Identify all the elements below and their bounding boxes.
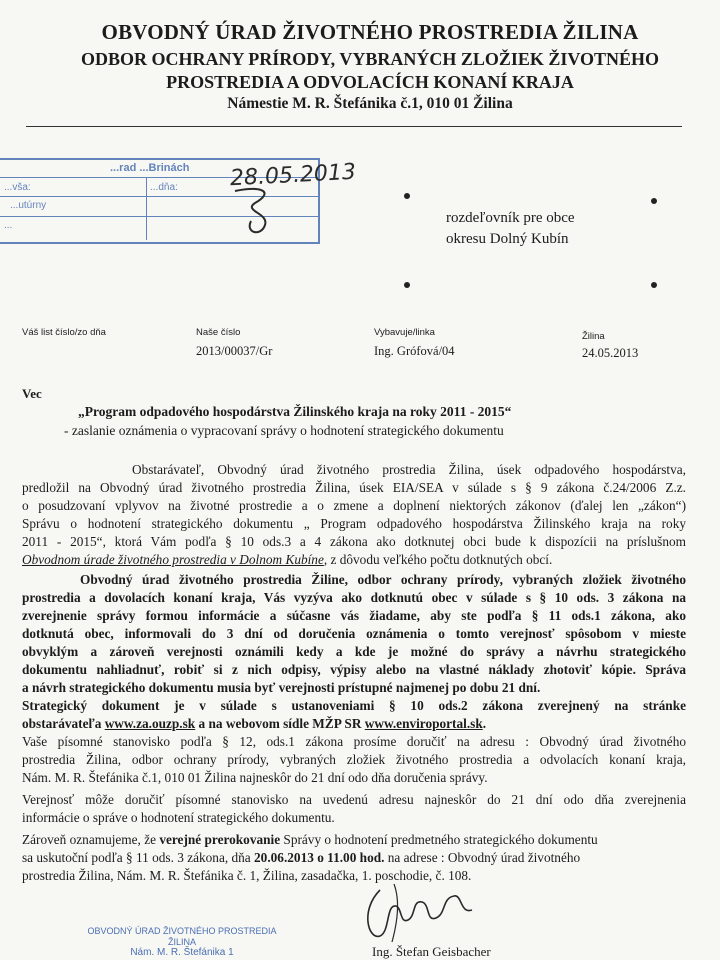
- address-window-marker: [651, 282, 657, 288]
- body-line: prostredia Žilina, Nám. M. R. Štefánika č. 1, Žilina, zasadačka, 1. poschodie, č. 108.: [22, 868, 472, 883]
- stamp-field-date: ...dňa:: [150, 182, 178, 193]
- body-line-bold: [22, 716, 686, 732]
- our-number-label: Naše číslo: [196, 327, 241, 338]
- handler-label: Vybavuje/linka: [374, 327, 435, 338]
- body-line: 2011 - 2015“, ktorá Vám podľa § 10 ods.3 a 4 zákona ako dotknutej obci bude k dispozícii na príslušnom: [22, 534, 686, 549]
- stamp-office: ...rad ...Brinách: [110, 162, 190, 174]
- signatory-name: Ing. Štefan Geisbacher: [372, 944, 491, 959]
- body-text: obstarávateľa: [22, 716, 105, 731]
- hearing-label: verejné prerokovanie: [159, 832, 281, 847]
- address-window-marker: [651, 198, 657, 204]
- body-line-bold: Strategický dokument je v súlade s ustanoveniami § 10 ods.2 zákona zverejnený na stránke: [22, 698, 686, 713]
- body-text: Zároveň oznamujeme, že: [22, 832, 160, 847]
- footer-stamp-line-2: ŽILINA: [167, 937, 196, 947]
- address-window-marker: [404, 193, 410, 199]
- our-number: 2013/00037/Gr: [196, 344, 273, 358]
- body-line: informácie o správe o hodnotení strategického dokumentu.: [22, 810, 335, 825]
- body-line: prostredia Žilina, odbor ochrany prírody, vybraných zložiek životného prostredia a odvolacích konaní kraja,: [22, 752, 686, 767]
- body-line: Obstarávateľ, Obvodný úrad životného prostredia Žilina, úsek odpadového hospodárstva,: [132, 462, 686, 477]
- subject-detail: - zaslanie oznámenia o vypracovaní správy o hodnotení strategického dokumentu: [64, 423, 504, 438]
- signature-icon: [350, 880, 490, 946]
- body-text: Správy o hodnotení predmetného strategického dokumentu: [280, 832, 598, 847]
- stamp-field-1: ...vša:: [4, 182, 31, 193]
- subject-title: „Program odpadového hospodárstva Žilinského kraja na roky 2011 - 2015“: [78, 404, 512, 419]
- body-line-bold: Obvodný úrad životného prostredia Žiline, odbor ochrany prírody, vybraných zložiek životného: [80, 572, 686, 587]
- header-divider: [26, 126, 682, 127]
- hearing-date: 20.06.2013 o 11.00 hod.: [254, 850, 385, 865]
- handler: Ing. Grófová/04: [374, 344, 455, 358]
- stamp-divider: [146, 178, 147, 240]
- body-text: , z dôvodu veľkého počtu dotknutých obcí.: [323, 552, 553, 567]
- body-line: predložil na Obvodný úrad životného prostredia Žilina, úsek EIA/SEA v súlade s § 9 zákona č.24/2006 Z.z.: [22, 480, 686, 495]
- body-text: .: [482, 716, 487, 731]
- stamp-field-3: ...: [4, 220, 13, 231]
- body-line-bold: dotknutá obec, informovali do 3 dní od doručenia oznámenia o tomto verejnosť spôsobom v mieste: [22, 626, 686, 641]
- handwritten-date: 28.05.2013: [229, 159, 357, 192]
- office-name: OBVODNÝ ÚRAD ŽIVOTNÉHO PROSTREDIA ŽILINA: [101, 20, 639, 44]
- footer-stamp-line-1: OBVODNÝ ÚRAD ŽIVOTNÉHO PROSTREDIA: [87, 926, 277, 936]
- office-address: Námestie M. R. Štefánika č.1, 010 01 Žilina: [227, 95, 513, 112]
- body-line-bold: zverejnenie správy formou informácie a súčasne vás žiadame, aby ste podľa § 11 ods.1 zákona, ako: [22, 608, 686, 623]
- body-line: [22, 832, 686, 848]
- body-line-bold: a návrh strategického dokumentu musia byť verejnosti prístupné najmenej po dobu 21 dní.: [22, 680, 541, 695]
- website-link[interactable]: www.za.ouzp.sk: [104, 716, 196, 731]
- department-line-1: ODBOR OCHRANY PRÍRODY, VYBRANÝCH ZLOŽIEK ŽIVOTNÉHO: [80, 49, 660, 69]
- address-window-marker: [404, 282, 410, 288]
- your-letter-label: Váš list číslo/zo dňa: [22, 327, 106, 338]
- body-line: Verejnosť môže doručiť písomné stanovisko na uvedenú adresu najneskôr do 21 dní odo dňa zverejnenia: [22, 792, 686, 807]
- body-line: o posudzovaní vplyvov na životné prostredie a o zmene a doplnení niektorých zákonov (ďalej len „zákon“): [22, 498, 686, 513]
- body-line-bold: dokumentu nahliadnuť, robiť si z nich odpisy, výpisy alebo na vlastné náklady zhotoviť kópie. Správa: [22, 662, 686, 677]
- body-text: a na webovom sídle MŽP SR: [195, 716, 365, 731]
- department-line-2: PROSTREDIA A ODVOLACÍCH KONANÍ KRAJA: [166, 72, 574, 92]
- body-line-bold: prostredia a dovolacích konaní kraja, Vás vyzýva ako dotknutú obec v súlade s § 10 ods. 3 zákona na: [22, 590, 686, 605]
- body-text: na adrese : Obvodný úrad životného: [384, 850, 581, 865]
- body-line: Nám. M. R. Štefánika č.1, 010 01 Žilina najneskôr do 21 dní odo dňa doručenia správy.: [22, 770, 488, 785]
- body-line: Správu o hodnotení strategického dokumentu „ Program odpadového hospodárstva Žilinského kraja na roky: [22, 516, 686, 531]
- body-line: [22, 552, 686, 568]
- subject-label: Vec: [22, 386, 42, 401]
- footer-stamp-line-3: Nám. M. R. Štefánika 1: [130, 947, 234, 958]
- place-label: Žilina: [582, 331, 605, 342]
- recipient-line-1: rozdeľovník pre obce: [446, 210, 575, 226]
- stamp-initials-icon: [225, 183, 285, 243]
- letter-date: 24.05.2013: [582, 346, 639, 360]
- body-line-bold: obvyklým a zároveň verejnosti oznámili kedy a kde je možné do správy a návrhu strategického: [22, 644, 686, 659]
- stamp-field-2: ...utúrny: [10, 200, 47, 211]
- enviroportal-link[interactable]: www.enviroportal.sk: [364, 716, 483, 731]
- recipient-line-2: okresu Dolný Kubín: [446, 231, 569, 247]
- body-text: sa uskutoční podľa § 11 ods. 3 zákona, dňa: [22, 850, 255, 865]
- office-reference: Obvodnom úrade životného prostredia v Dolnom Kubíne: [22, 552, 324, 567]
- body-line: [22, 850, 686, 866]
- body-line: Vaše písomné stanovisko podľa § 12, ods.1 zákona prosíme doručiť na adresu : Obvodný úrad životného: [22, 734, 686, 749]
